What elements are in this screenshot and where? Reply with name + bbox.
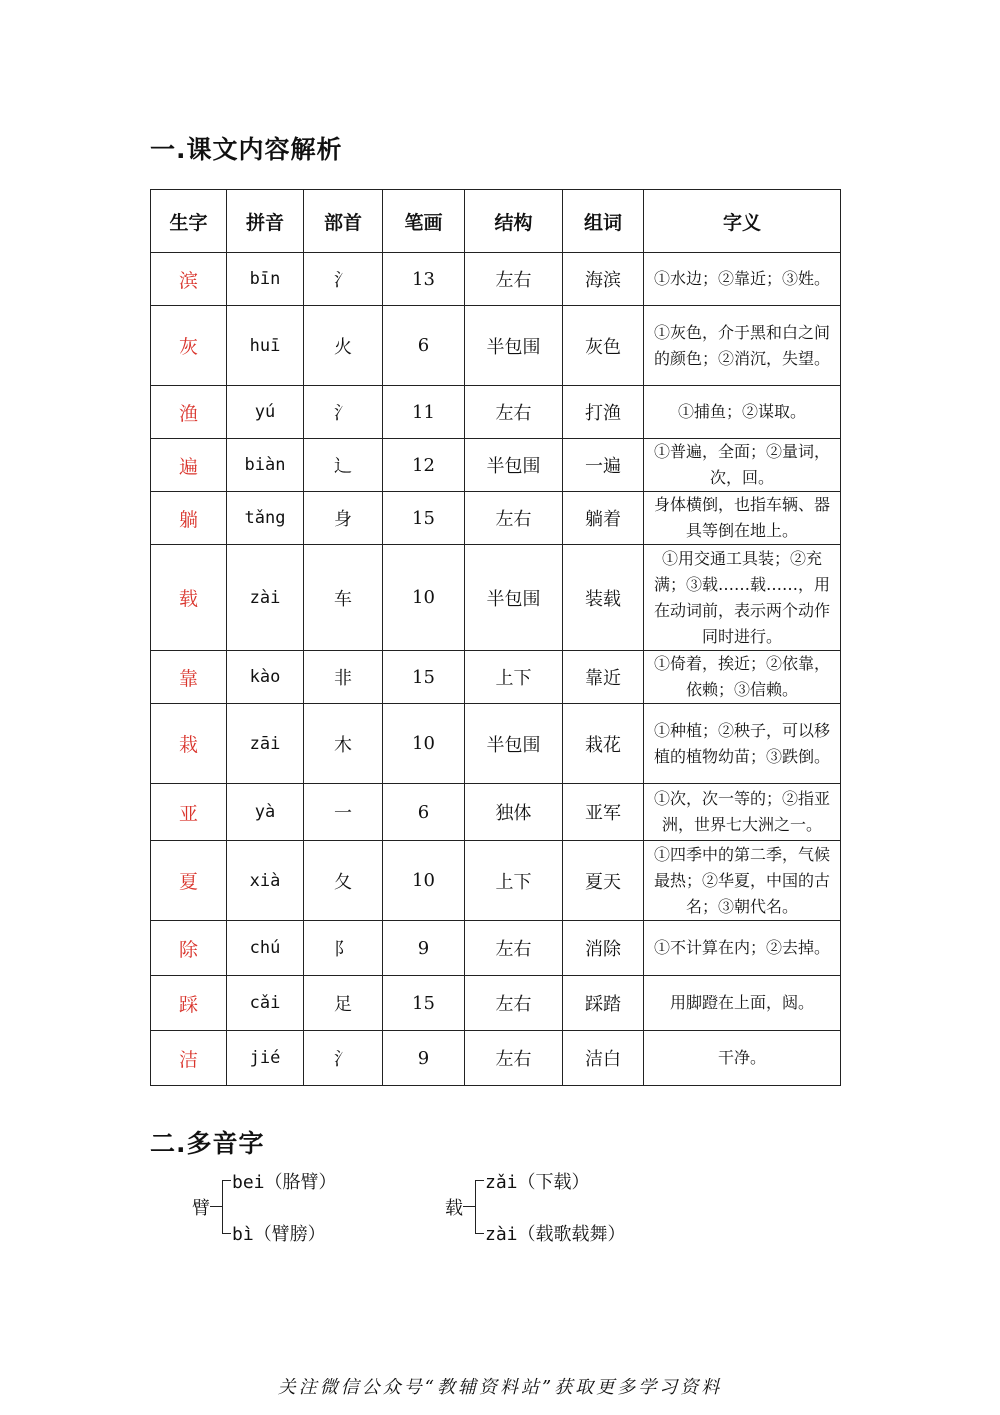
row-strokes: 15 bbox=[383, 976, 465, 1031]
row-strokes: 12 bbox=[383, 439, 465, 492]
row-radical: 氵 bbox=[304, 253, 383, 306]
footer-note: 关注微信公众号“教辅资料站”获取更多学习资料 bbox=[277, 1377, 723, 1398]
row-meaning: ①捕鱼；②谋取。 bbox=[644, 386, 841, 439]
row-word: 夏天 bbox=[563, 841, 644, 921]
table-row bbox=[151, 976, 841, 1031]
table-row bbox=[151, 306, 841, 386]
row-meaning: 身体横倒，也指车辆、器具等倒在地上。 bbox=[644, 492, 841, 545]
table-row bbox=[151, 1031, 841, 1086]
polyphonic-reading bbox=[485, 1220, 626, 1246]
row-character: 渔 bbox=[151, 386, 227, 439]
bracket-line bbox=[475, 1180, 484, 1234]
table-header-row bbox=[151, 190, 841, 253]
row-pinyin: kào bbox=[227, 651, 304, 704]
row-strokes: 13 bbox=[383, 253, 465, 306]
row-strokes: 10 bbox=[383, 841, 465, 921]
row-pinyin: huī bbox=[227, 306, 304, 386]
header-word: 组词 bbox=[563, 190, 644, 253]
row-structure: 左右 bbox=[465, 1031, 563, 1086]
row-strokes: 15 bbox=[383, 651, 465, 704]
reading-pinyin: zài bbox=[485, 1224, 518, 1245]
row-strokes: 15 bbox=[383, 492, 465, 545]
row-meaning: ①种植；②秧子，可以移植的植物幼苗；③跌倒。 bbox=[644, 704, 841, 784]
row-structure: 半包围 bbox=[465, 439, 563, 492]
row-structure: 左右 bbox=[465, 492, 563, 545]
row-character: 夏 bbox=[151, 841, 227, 921]
table-row bbox=[151, 492, 841, 545]
row-radical: 车 bbox=[304, 545, 383, 651]
row-structure: 上下 bbox=[465, 841, 563, 921]
row-character: 躺 bbox=[151, 492, 227, 545]
bracket-line bbox=[222, 1180, 231, 1234]
header-character: 生字 bbox=[151, 190, 227, 253]
polyphonic-reading bbox=[485, 1168, 590, 1194]
row-structure: 左右 bbox=[465, 386, 563, 439]
row-character: 踩 bbox=[151, 976, 227, 1031]
row-word: 踩踏 bbox=[563, 976, 644, 1031]
section-title-content-analysis: 一.课文内容解析 bbox=[150, 135, 343, 164]
table-row bbox=[151, 439, 841, 492]
row-radical: 身 bbox=[304, 492, 383, 545]
row-word: 灰色 bbox=[563, 306, 644, 386]
row-character: 栽 bbox=[151, 704, 227, 784]
row-radical: 木 bbox=[304, 704, 383, 784]
table-row bbox=[151, 704, 841, 784]
row-strokes: 11 bbox=[383, 386, 465, 439]
reading-word: （胳臂） bbox=[264, 1172, 337, 1193]
row-meaning: 用脚蹬在上面，闼。 bbox=[644, 976, 841, 1031]
table-row bbox=[151, 253, 841, 306]
row-radical: 非 bbox=[304, 651, 383, 704]
reading-pinyin: bei bbox=[232, 1172, 265, 1193]
row-word: 消除 bbox=[563, 921, 644, 976]
row-word: 洁白 bbox=[563, 1031, 644, 1086]
row-character: 滨 bbox=[151, 253, 227, 306]
row-strokes: 6 bbox=[383, 306, 465, 386]
row-radical: 夂 bbox=[304, 841, 383, 921]
row-radical: 氵 bbox=[304, 386, 383, 439]
row-word: 靠近 bbox=[563, 651, 644, 704]
row-strokes: 10 bbox=[383, 545, 465, 651]
row-pinyin: zāi bbox=[227, 704, 304, 784]
row-character: 洁 bbox=[151, 1031, 227, 1086]
reading-pinyin: zǎi bbox=[485, 1172, 518, 1193]
row-character: 灰 bbox=[151, 306, 227, 386]
row-meaning: ①四季中的第二季，气候最热；②华夏，中国的古名；③朝代名。 bbox=[644, 841, 841, 921]
row-strokes: 9 bbox=[383, 921, 465, 976]
row-structure: 左右 bbox=[465, 976, 563, 1031]
row-radical: 辶 bbox=[304, 439, 383, 492]
header-structure: 结构 bbox=[465, 190, 563, 253]
row-meaning: ①用交通工具装；②充满；③载……载……，用在动词前，表示两个动作同时进行。 bbox=[644, 545, 841, 651]
section-title-polyphonic: 二.多音字 bbox=[150, 1129, 265, 1158]
header-meaning: 字义 bbox=[644, 190, 841, 253]
row-pinyin: biàn bbox=[227, 439, 304, 492]
row-character: 载 bbox=[151, 545, 227, 651]
row-structure: 左右 bbox=[465, 253, 563, 306]
row-structure: 半包围 bbox=[465, 545, 563, 651]
reading-pinyin: bì bbox=[232, 1224, 254, 1245]
row-meaning: ①倚着，挨近；②依靠，依赖；③信赖。 bbox=[644, 651, 841, 704]
row-pinyin: yú bbox=[227, 386, 304, 439]
bracket-stem bbox=[463, 1206, 475, 1207]
row-strokes: 6 bbox=[383, 784, 465, 841]
row-word: 装载 bbox=[563, 545, 644, 651]
reading-word: （载歌载舞） bbox=[517, 1224, 626, 1245]
row-pinyin: yà bbox=[227, 784, 304, 841]
row-character: 遍 bbox=[151, 439, 227, 492]
bracket-stem bbox=[210, 1206, 222, 1207]
table-row bbox=[151, 651, 841, 704]
row-pinyin: jié bbox=[227, 1031, 304, 1086]
row-word: 打渔 bbox=[563, 386, 644, 439]
row-pinyin: zài bbox=[227, 545, 304, 651]
row-meaning: ①次，次一等的；②指亚洲，世界七大洲之一。 bbox=[644, 784, 841, 841]
row-character: 除 bbox=[151, 921, 227, 976]
row-pinyin: tǎng bbox=[227, 492, 304, 545]
reading-word: （臂膀） bbox=[253, 1224, 326, 1245]
row-structure: 半包围 bbox=[465, 306, 563, 386]
row-word: 海滨 bbox=[563, 253, 644, 306]
row-structure: 左右 bbox=[465, 921, 563, 976]
polyphonic-reading bbox=[232, 1168, 337, 1194]
row-meaning: ①灰色，介于黑和白之间的颜色；②消沉，失望。 bbox=[644, 306, 841, 386]
reading-word: （下载） bbox=[517, 1172, 590, 1193]
table-row bbox=[151, 784, 841, 841]
row-structure: 独体 bbox=[465, 784, 563, 841]
row-word: 一遍 bbox=[563, 439, 644, 492]
polyphonic-char: 载 bbox=[445, 1198, 463, 1219]
row-pinyin: xià bbox=[227, 841, 304, 921]
row-word: 躺着 bbox=[563, 492, 644, 545]
row-radical: 氵 bbox=[304, 1031, 383, 1086]
row-meaning: 干净。 bbox=[644, 1031, 841, 1086]
header-radical: 部首 bbox=[304, 190, 383, 253]
row-radical: 阝 bbox=[304, 921, 383, 976]
header-pinyin: 拼音 bbox=[227, 190, 304, 253]
row-radical: 足 bbox=[304, 976, 383, 1031]
row-character: 靠 bbox=[151, 651, 227, 704]
row-radical: 一 bbox=[304, 784, 383, 841]
row-meaning: ①普遍，全面；②量词，次，回。 bbox=[644, 439, 841, 492]
table-row bbox=[151, 386, 841, 439]
row-pinyin: chú bbox=[227, 921, 304, 976]
row-word: 亚军 bbox=[563, 784, 644, 841]
polyphonic-reading bbox=[232, 1220, 326, 1246]
row-word: 栽花 bbox=[563, 704, 644, 784]
row-structure: 上下 bbox=[465, 651, 563, 704]
table-row bbox=[151, 841, 841, 921]
row-radical: 火 bbox=[304, 306, 383, 386]
row-character: 亚 bbox=[151, 784, 227, 841]
vocabulary-table bbox=[150, 189, 841, 1086]
row-strokes: 9 bbox=[383, 1031, 465, 1086]
polyphonic-char: 臂 bbox=[192, 1198, 210, 1219]
table-row bbox=[151, 545, 841, 651]
row-pinyin: bīn bbox=[227, 253, 304, 306]
row-strokes: 10 bbox=[383, 704, 465, 784]
table-row bbox=[151, 921, 841, 976]
row-structure: 半包围 bbox=[465, 704, 563, 784]
row-pinyin: cǎi bbox=[227, 976, 304, 1031]
header-strokes: 笔画 bbox=[383, 190, 465, 253]
row-meaning: ①不计算在内；②去掉。 bbox=[644, 921, 841, 976]
row-meaning: ①水边；②靠近；③姓。 bbox=[644, 253, 841, 306]
